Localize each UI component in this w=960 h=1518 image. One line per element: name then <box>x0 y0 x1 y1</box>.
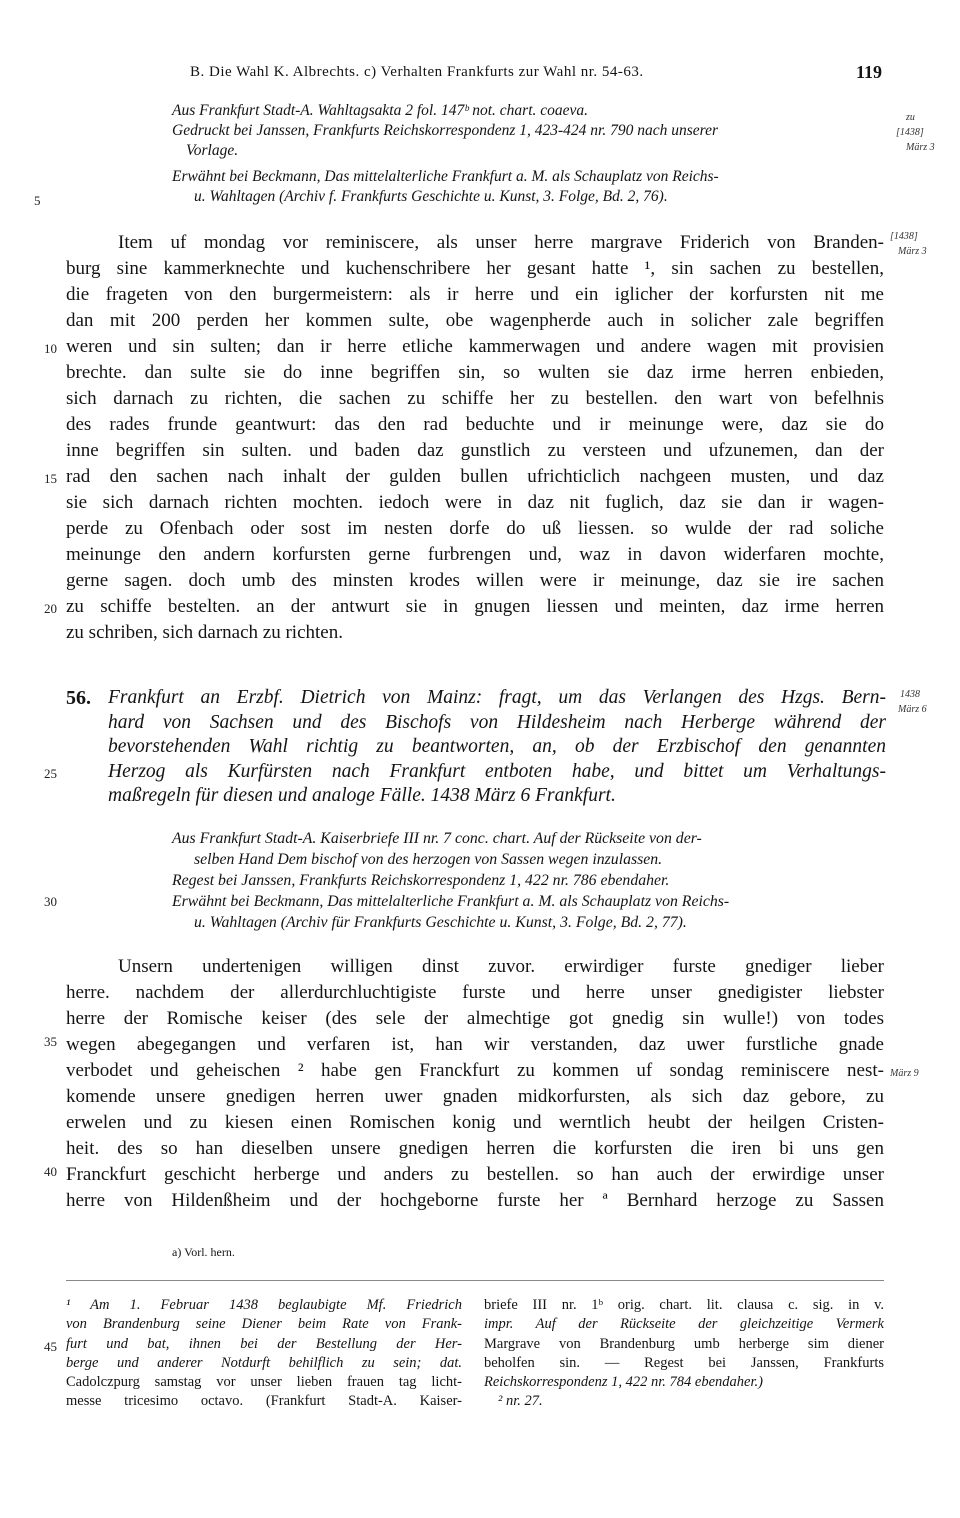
margin-note: März 3 <box>906 142 935 153</box>
source-line: Erwähnt bei Beckmann, Das mittelalterliche Frankfurt a. M. als Schauplatz von Reichs- <box>172 168 719 185</box>
text-line: inne begriffen sin sulten. und baden daz gunstlich zu versteen und ufzunemen, dan der <box>66 440 884 461</box>
source-line: Vorlage. <box>186 142 239 159</box>
footnote-line: Cadolczpurg samstag vor unser lieben frauen tag licht- <box>66 1374 462 1391</box>
margin-note: [1438] <box>890 231 918 242</box>
body-text-2 <box>66 954 884 1214</box>
source-line: Erwähnt bei Beckmann, Das mittelalterliche Frankfurt a. M. als Schauplatz von Reichs- <box>172 893 730 910</box>
source-line: Regest bei Janssen, Frankfurts Reichskorrespondenz 1, 422 nr. 786 ebendaher. <box>172 872 670 889</box>
footnote-line: briefe III nr. 1ᵇ orig. chart. lit. clausa c. sig. in v. <box>484 1297 884 1313</box>
doc-title <box>108 686 886 809</box>
text-line: Franckfurt geschicht herberge und anders zu bestellen. so han auch der erwirdige unser <box>66 1164 884 1185</box>
margin-note: März 3 <box>898 246 927 257</box>
line-number: 25 <box>44 766 57 781</box>
text-line: sie sich darnach richten mochten. iedoch were in daz nit fuglich, daz sie dan ir wagen- <box>66 492 884 513</box>
text-line: burg sine kammerknechte und kuchenschribere her gesant hatte ¹, sin sachen zu bestellen, <box>66 258 884 279</box>
text-line: zu schriben, sich darnach zu richten. <box>66 622 343 643</box>
text-line: weren und sin sulten; dan ir herre etliche kammerwagen und andere wagen mit provisien <box>66 336 884 357</box>
text-line: wegen abegegangen und verfaren ist, han wir verstanden, daz uwer furstliche gnade <box>66 1034 884 1055</box>
text-line: meinunge den andern korfursten gerne furbrengen und, waz in davon widerfaren mochte, <box>66 544 884 565</box>
margin-note: März 6 <box>898 704 927 715</box>
source-block-2 <box>172 828 884 933</box>
margin-note: März 9 <box>890 1068 919 1079</box>
source-line: Gedruckt bei Janssen, Frankfurts Reichskorrespondenz 1, 423-424 nr. 790 nach unserer <box>172 122 719 139</box>
footnote-line: impr. Auf der Rückseite der gleichzeitige Vermerk <box>484 1316 884 1333</box>
text-line: dan mit 200 perden her kommen sulte, obe wagenpherde auch in solicher zale begriffen <box>66 310 884 331</box>
line-number: 35 <box>44 1034 57 1049</box>
running-header <box>190 64 780 81</box>
footnote-line: beholfen sin. — Regest bei Janssen, Frankfurts <box>484 1354 884 1371</box>
footnote-line: ¹ Am 1. Februar 1438 beglaubigte Mf. Friedrich <box>66 1297 462 1313</box>
text-line: Item uf mondag vor reminiscere, als unser herre margrave Friderich von Branden- <box>118 232 884 253</box>
footnote-rule <box>66 1280 884 1281</box>
title-line: Frankfurt an Erzbf. Dietrich von Mainz: fragt, um das Verlangen des Hzgs. Bern- <box>108 687 886 708</box>
text-line: herre von Hildenßheim und der hochgeborne furste her ª Bernhard herzoge zu Sassen <box>66 1190 884 1211</box>
title-line: maßregeln für diesen und analoge Fälle. 1438 März 6 Frankfurt. <box>108 785 616 806</box>
title-line: Herzog als Kurfürsten nach Frankfurt entboten habe, und bittet um Verhaltungs- <box>108 760 886 782</box>
title-line: hard von Sachsen und des Bischofs von Hildesheim nach Herberge während der <box>108 711 886 733</box>
body-text-1 <box>66 230 884 646</box>
source-line: u. Wahltagen (Archiv für Frankfurts Geschichte u. Kunst, 3. Folge, Bd. 2, 77). <box>194 914 687 931</box>
line-number: 10 <box>44 341 57 356</box>
variant-note: a) Vorl. hern. <box>172 1245 235 1259</box>
text-line: gerne sagen. doch umb des minsten krodes willen were ir meinunge, daz sie ire sachen <box>66 570 884 591</box>
line-number: 20 <box>44 601 57 616</box>
line-number: 45 <box>44 1339 57 1354</box>
footnote-line: messe tricesimo octavo. (Frankfurt Stadt-A. Kaiser- <box>66 1393 462 1410</box>
text-line: rad den sachen nach inhalt der gulden bullen ufrichticlich nachgeen musten, und daz <box>66 466 884 487</box>
text-line: herre der Romische keiser (des sele der almechtige got gnedig sin wulle!) von todes <box>66 1008 884 1029</box>
text-line: des rades frunde geantwurt: das den rad beduchte und ir meinunge were, daz sie do <box>66 414 884 435</box>
text-line: zu schiffe bestelten. an der antwurt sie in gnugen liessen und meinten, daz irme herren <box>66 596 884 617</box>
source-line: u. Wahltagen (Archiv f. Frankfurts Geschichte u. Kunst, 3. Folge, Bd. 2, 76). <box>194 188 668 205</box>
footnotes-left <box>66 1296 462 1412</box>
text-line: komende unsere gnedigen herren uwer gnaden midkorfursten, als sich daz gebore, zu <box>66 1086 884 1107</box>
text-line: heit. des so han dieselben unsere gnedigen herren die korfursten die iren bi uns gen <box>66 1138 884 1159</box>
source-line: Aus Frankfurt Stadt-A. Wahltagsakta 2 fol. 147ᵇ not. chart. coaeva. <box>172 102 589 119</box>
footnotes-right <box>484 1296 884 1412</box>
text-line: die frageten von den burgermeistern: als ir herre und ein iglicher der korfursten nit me <box>66 284 884 305</box>
line-number: 5 <box>34 193 41 208</box>
text-line: sich darnach zu richten, die sachen zu schiffe her zu bestellen. den wart von befelhnis <box>66 388 884 409</box>
footnote-line: von Brandenburg seine Diener beim Rate von Frank- <box>66 1316 462 1333</box>
footnote-line: berge und anderer Notdurft behilflich zu sein; dat. <box>66 1354 462 1371</box>
page-number: 119 <box>856 62 883 82</box>
line-number: 40 <box>44 1164 57 1179</box>
running-title: B. Die Wahl K. Albrechts. c) Verhalten Frankfurts zur Wahl nr. 54-63. <box>190 64 644 80</box>
source-line: selben Hand Dem bischof von des herzogen von Sassen wegen inzulassen. <box>194 851 663 868</box>
text-line: brechte. dan sulte sie do inne begriffen sin, so wulten sie daz irme herren enbieden, <box>66 362 884 383</box>
text-line: verbodet und geheischen ² habe gen Franckfurt zu kommen uf sondag reminiscere nest- <box>66 1060 884 1081</box>
footnote-line: furt und bat, ihnen bei der Bestellung der Her- <box>66 1335 462 1352</box>
text-line: herre. nachdem der allerdurchluchtigiste furste und herre unser gnedigister liebster <box>66 982 884 1003</box>
footnote-line: ² nr. 27. <box>498 1393 543 1410</box>
margin-note: [1438] <box>896 127 924 138</box>
title-line: bevorstehenden Wahl richtig zu beantworten, an, ob der Erzbischof den genannten <box>108 736 886 757</box>
text-line: perde zu Ofenbach oder sost im nesten dorfe do uß liessen. so wulde der rad soliche <box>66 518 884 539</box>
margin-note: 1438 <box>900 689 920 700</box>
margin-note: zu <box>906 112 915 123</box>
footnote-line: Reichskorrespondenz 1, 422 nr. 784 ebendaher.) <box>484 1374 763 1391</box>
source-block-1 <box>172 101 904 207</box>
doc-number: 56. <box>66 687 91 709</box>
text-line: erwelen und zu kiesen einen Romischen konig und werntlich heubt der heilgen Cristen- <box>66 1112 884 1133</box>
line-number: 30 <box>44 894 57 909</box>
line-number: 15 <box>44 471 57 486</box>
text-line: Unsern undertenigen willigen dinst zuvor. erwirdiger furste gnediger lieber <box>118 956 884 977</box>
footnote-line: Margrave von Brandenburg umb herberge sim diener <box>484 1335 884 1352</box>
source-line: Aus Frankfurt Stadt-A. Kaiserbriefe III nr. 7 conc. chart. Auf der Rückseite von der- <box>172 830 702 847</box>
